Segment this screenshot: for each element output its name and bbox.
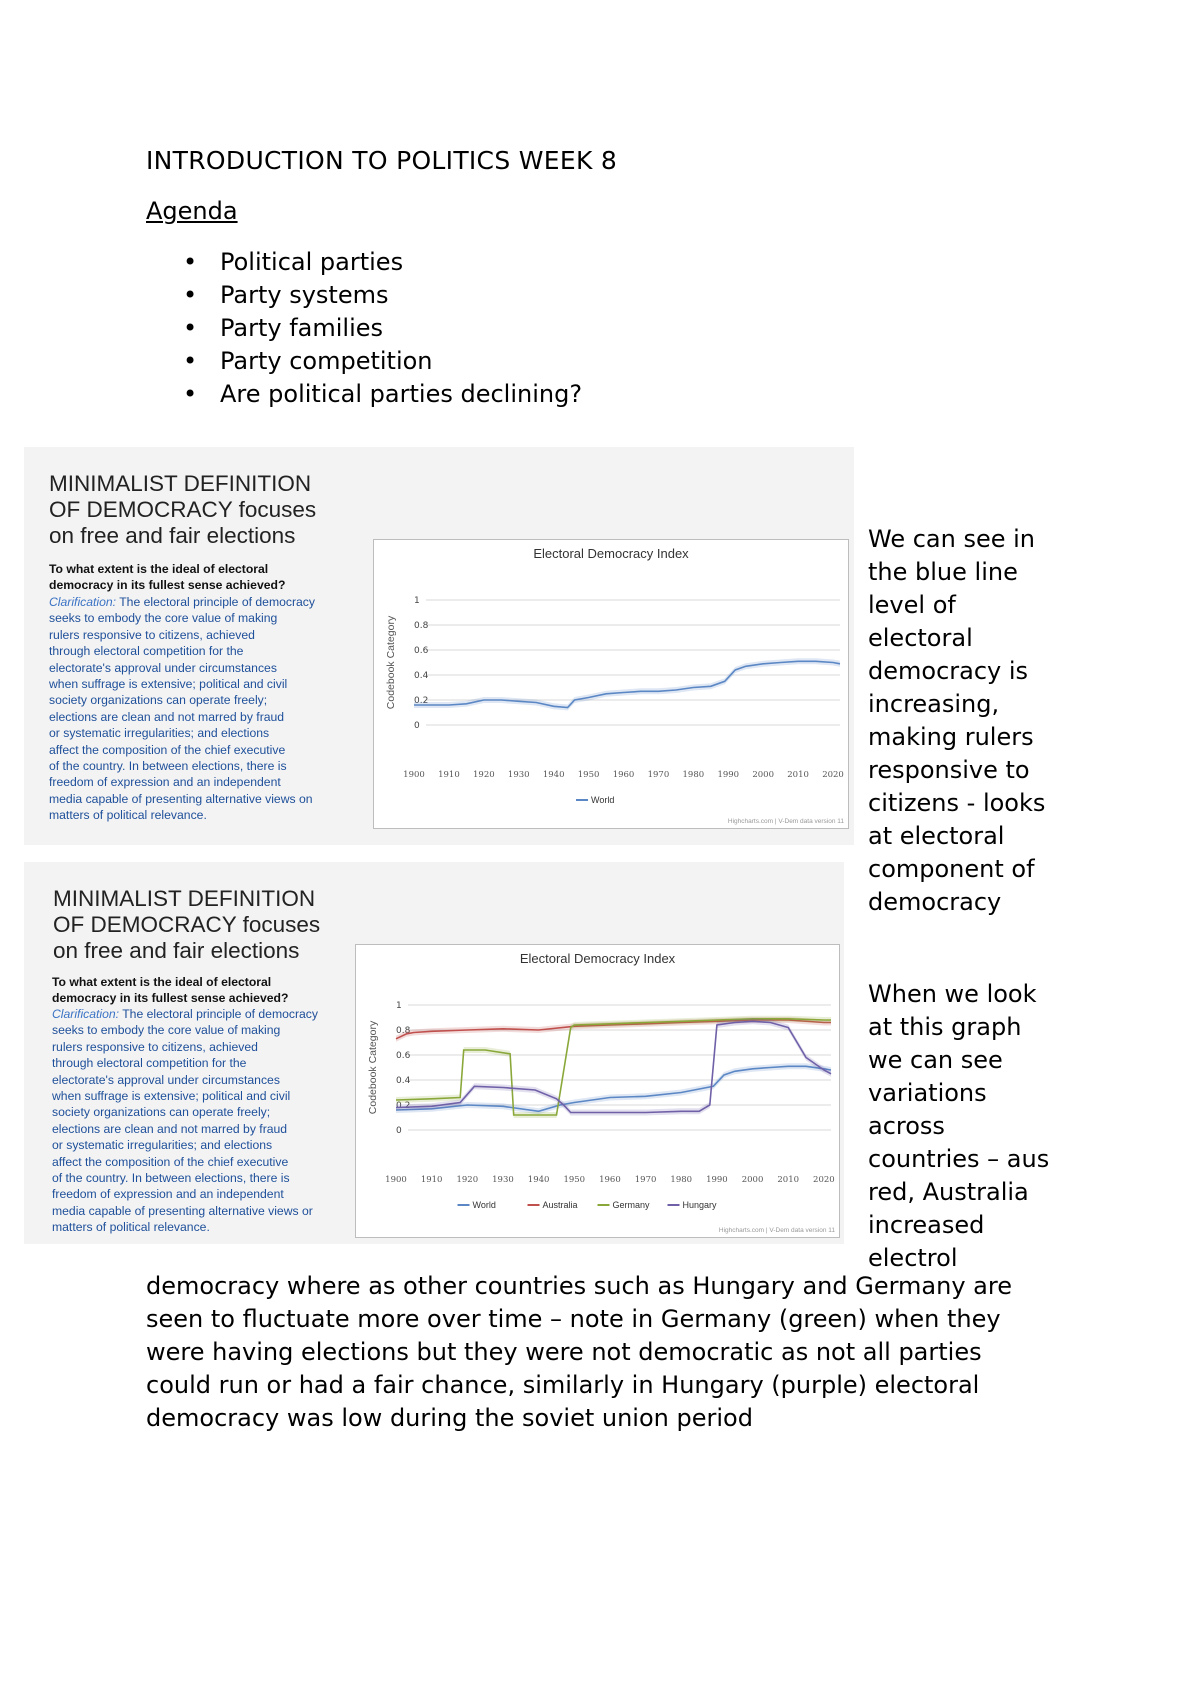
x-tick-label: 1990 [717, 770, 740, 780]
y-tick-label: 0 [396, 1126, 402, 1136]
x-tick-label: 1940 [527, 1175, 550, 1185]
agenda-heading: Agenda [146, 197, 238, 225]
commentary-line: we can see [868, 1046, 1003, 1074]
commentary-line: citizens - looks [868, 789, 1046, 817]
agenda-item-label: Party families [220, 314, 384, 342]
commentary-line: countries – aus [868, 1145, 1050, 1173]
chart-panel [373, 539, 849, 829]
x-tick-label: 1950 [577, 770, 600, 780]
commentary-line: democracy is [868, 657, 1029, 685]
agenda-list [146, 246, 582, 411]
clarification-line: electorate's approval under circumstances [52, 1072, 280, 1087]
clarification-line: matters of political relevance. [49, 808, 207, 823]
commentary-line: increased [868, 1211, 985, 1239]
side-commentary-2 [868, 978, 1049, 1275]
commentary-line: When we look [868, 980, 1037, 1008]
y-tick-label: 0.6 [414, 646, 429, 656]
y-tick-label: 0.2 [396, 1101, 411, 1111]
x-tick-label: 1900 [385, 1175, 407, 1185]
clarification-line: freedom of expression and an independent [52, 1187, 284, 1202]
agenda-item-label: Political parties [220, 248, 404, 276]
paragraph-line: were having elections but they were not democratic as not all parties [146, 1338, 982, 1366]
clarification-line: media capable of presenting alternative views on [49, 791, 313, 806]
clarification-line: media capable of presenting alternative views or [52, 1203, 313, 1218]
x-tick-label: 1960 [599, 1175, 621, 1185]
commentary-line: increasing, [868, 690, 1000, 718]
clarification-label: Clarification: [49, 595, 117, 609]
commentary-line: red, Australia [868, 1178, 1029, 1206]
legend-label: Hungary [682, 1200, 717, 1210]
clarification-line: elections are clean and not marred by fraud [52, 1121, 288, 1136]
clarification-line: or systematic irregularities; and elections [52, 1138, 273, 1153]
side-commentary-1 [868, 523, 1045, 919]
series-line [414, 661, 840, 707]
x-tick-label: 1990 [706, 1175, 728, 1185]
slide-heading: MINIMALIST DEFINITION OF DEMOCRACY focuses on free and fair elections [49, 471, 317, 548]
x-tick-label: 2000 [752, 770, 775, 780]
y-tick-label: 0.6 [396, 1051, 411, 1061]
x-tick-label: 1970 [647, 770, 670, 780]
x-tick-label: 1980 [670, 1175, 693, 1185]
clarification-line: of the country. In between elections, there is [52, 1171, 290, 1186]
clarification-line: The electoral principle of democracy [116, 595, 315, 609]
x-tick-label: 1920 [473, 770, 495, 780]
chart-title: Electoral Democracy Index [533, 546, 689, 561]
commentary-line: responsive to [868, 756, 1030, 784]
commentary-line: across [868, 1112, 945, 1140]
bullet-icon: • [183, 281, 198, 309]
clarification-line: society organizations can operate freely; [49, 693, 268, 708]
clarification-line: affect the composition of the chief executive [52, 1154, 289, 1169]
agenda-item-label: Party systems [220, 281, 389, 309]
bullet-icon: • [183, 314, 198, 342]
x-tick-label: 1970 [634, 1175, 657, 1185]
commentary-line: electrol [868, 1244, 958, 1272]
commentary-line: the blue line [868, 558, 1018, 586]
clarification-line: or systematic irregularities; and elections [49, 726, 270, 741]
slide-clarification [49, 594, 315, 824]
paragraph-line: seen to fluctuate more over time – note in Germany (green) when they [146, 1305, 1001, 1333]
clarification-line: The electoral principle of democracy [119, 1007, 318, 1021]
x-tick-label: 1950 [563, 1175, 586, 1185]
y-tick-label: 0 [414, 721, 420, 731]
x-tick-label: 2000 [741, 1175, 764, 1185]
x-tick-label: 1940 [542, 770, 565, 780]
x-tick-label: 2020 [822, 770, 844, 780]
agenda-item-label: Party competition [220, 347, 433, 375]
clarification-line: affect the composition of the chief executive [49, 742, 286, 757]
clarification-line: of the country. In between elections, there is [49, 759, 287, 774]
clarification-line: society organizations can operate freely; [52, 1105, 271, 1120]
x-tick-label: 1910 [438, 770, 460, 780]
legend-label: World [472, 1200, 496, 1210]
x-tick-label: 1930 [492, 1175, 514, 1185]
slide-question: To what extent is the ideal of electoral democracy in its fullest sense achieved? [49, 562, 286, 592]
x-tick-label: 2020 [813, 1175, 835, 1185]
bullet-icon: • [183, 248, 198, 276]
clarification-line: when suffrage is extensive; political and civil [52, 1089, 291, 1104]
commentary-line: making rulers [868, 723, 1034, 751]
clarification-label: Clarification: [52, 1007, 120, 1021]
y-tick-label: 0.2 [414, 696, 429, 706]
legend-label: Germany [612, 1200, 650, 1210]
slide-clarification [52, 1006, 318, 1236]
y-tick-label: 1 [396, 1001, 402, 1011]
clarification-line: elections are clean and not marred by fraud [49, 709, 285, 724]
chart-credit: Highcharts.com | V-Dem data version 11 [718, 1227, 835, 1234]
paragraph-line: democracy where as other countries such as Hungary and Germany are [146, 1272, 1012, 1300]
commentary-line: We can see in [868, 525, 1036, 553]
clarification-line: matters of political relevance. [52, 1220, 210, 1235]
clarification-line: through electoral competition for the [49, 644, 244, 659]
x-tick-label: 2010 [787, 770, 809, 780]
x-tick-label: 2010 [777, 1175, 800, 1185]
x-tick-label: 1910 [420, 1175, 443, 1185]
x-tick-label: 1980 [682, 770, 705, 780]
y-axis-label: Codebook Category [367, 1020, 379, 1115]
clarification-line: when suffrage is extensive; political and civil [49, 677, 288, 692]
paragraph-line: democracy was low during the soviet union period [146, 1404, 753, 1432]
clarification-line: rulers responsive to citizens, achieved [52, 1039, 258, 1054]
commentary-line: at this graph [868, 1013, 1022, 1041]
series-band [414, 658, 840, 710]
chart-panel [355, 944, 840, 1238]
legend-label: Australia [542, 1200, 578, 1210]
page-title: INTRODUCTION TO POLITICS WEEK 8 [146, 146, 618, 175]
x-tick-label: 1900 [403, 770, 425, 780]
slide-question: To what extent is the ideal of electoral democracy in its fullest sense achieved? [52, 975, 289, 1005]
commentary-line: democracy [868, 888, 1002, 916]
bottom-paragraph [146, 1270, 1046, 1435]
agenda-item-label: Are political parties declining? [220, 380, 583, 408]
clarification-line: seeks to embody the core value of making [52, 1023, 281, 1038]
clarification-line: electorate's approval under circumstances [49, 660, 277, 675]
commentary-line: level of [868, 591, 956, 619]
agenda-item [146, 345, 582, 378]
agenda-item [146, 279, 582, 312]
commentary-line: electoral [868, 624, 973, 652]
agenda-item [146, 246, 582, 279]
electoral-democracy-chart-countries [356, 945, 839, 1237]
legend-label: World [591, 795, 615, 805]
bullet-icon: • [183, 347, 198, 375]
agenda-item [146, 378, 582, 411]
commentary-line: component of [868, 855, 1035, 883]
chart-credit: Highcharts.com | V-Dem data version 11 [727, 818, 844, 825]
clarification-line: freedom of expression and an independent [49, 775, 281, 790]
slide-image-2 [24, 862, 844, 1244]
clarification-line: through electoral competition for the [52, 1056, 247, 1071]
y-tick-label: 1 [414, 596, 420, 606]
y-axis-label: Codebook Category [385, 615, 397, 710]
electoral-democracy-chart-world [374, 540, 848, 828]
y-tick-label: 0.8 [414, 621, 429, 631]
clarification-line: rulers responsive to citizens, achieved [49, 627, 255, 642]
slide-heading: MINIMALIST DEFINITION OF DEMOCRACY focuses on free and fair elections [53, 886, 321, 963]
y-tick-label: 0.4 [414, 671, 429, 681]
paragraph-line: could run or had a fair chance, similarly in Hungary (purple) electoral [146, 1371, 980, 1399]
commentary-line: at electoral [868, 822, 1005, 850]
slide-image-1 [24, 447, 854, 845]
agenda-item [146, 312, 582, 345]
chart-title: Electoral Democracy Index [519, 951, 676, 966]
bullet-icon: • [183, 380, 198, 408]
y-tick-label: 0.4 [396, 1076, 411, 1086]
x-tick-label: 1920 [456, 1175, 479, 1185]
clarification-line: seeks to embody the core value of making [49, 611, 278, 626]
y-tick-label: 0.8 [396, 1026, 411, 1036]
x-tick-label: 1960 [612, 770, 635, 780]
commentary-line: variations [868, 1079, 987, 1107]
x-tick-label: 1930 [507, 770, 530, 780]
